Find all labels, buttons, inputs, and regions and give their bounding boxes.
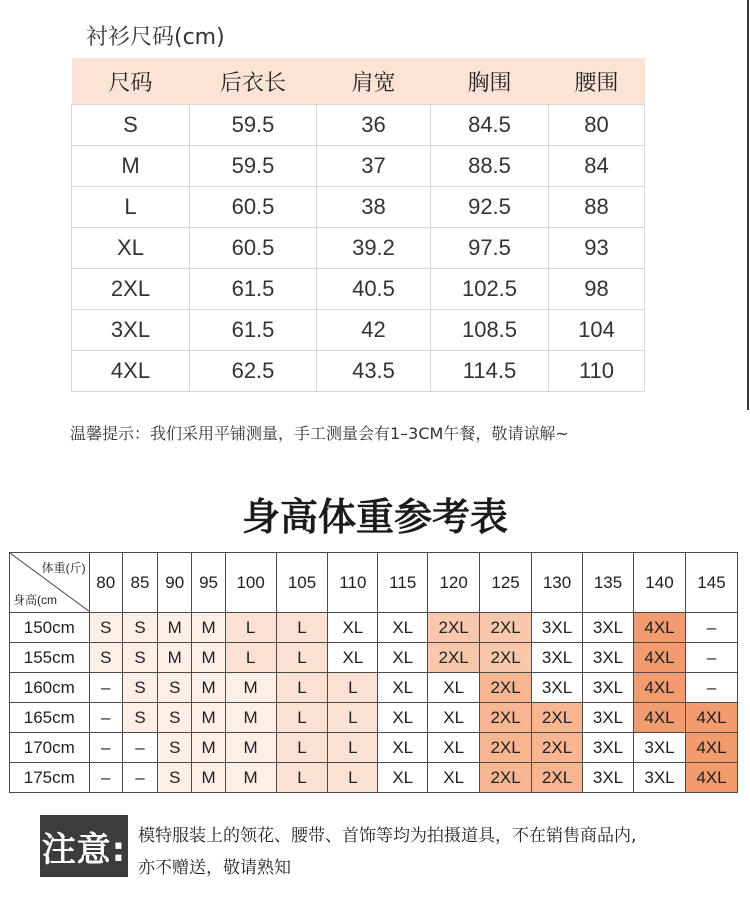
size-cell: 4XL [634, 613, 686, 643]
size-cell: L [276, 703, 328, 733]
size-cell: – [89, 703, 122, 733]
weight-header-cell: 100 [225, 553, 276, 613]
size-cell: – [89, 763, 122, 793]
table-cell: 98 [549, 269, 645, 310]
table-cell: S [72, 105, 190, 146]
size-cell: 4XL [634, 703, 686, 733]
table-cell: 37 [317, 146, 431, 187]
size-cell: – [685, 643, 737, 673]
table-cell: 59.5 [190, 105, 317, 146]
table-cell: 110 [549, 351, 645, 392]
size-cell: S [122, 673, 157, 703]
size-cell: M [192, 673, 225, 703]
size-cell: 3XL [583, 763, 634, 793]
size-cell: M [225, 763, 276, 793]
right-edge-line [747, 0, 749, 410]
table-row [10, 643, 738, 673]
size-cell: 2XL [428, 643, 480, 673]
size-cell: XL [378, 763, 428, 793]
size-cell: XL [378, 643, 428, 673]
size-cell: XL [378, 703, 428, 733]
note-badge: 注意: [40, 815, 128, 877]
shirt-size-table [71, 58, 645, 392]
size-cell: S [89, 613, 122, 643]
size-cell: M [158, 613, 192, 643]
height-label: 155cm [10, 643, 90, 673]
table-cell: 88 [549, 187, 645, 228]
size-cell: 3XL [532, 613, 583, 643]
size-cell: L [276, 763, 328, 793]
size-cell: L [276, 673, 328, 703]
size-cell: – [685, 673, 737, 703]
size-cell: M [192, 733, 225, 763]
size-cell: 2XL [480, 613, 532, 643]
table-row [72, 310, 645, 351]
table-cell: 40.5 [317, 269, 431, 310]
header-size: 尺码 [72, 58, 190, 105]
size-cell: 3XL [583, 733, 634, 763]
weight-header-cell: 110 [328, 553, 378, 613]
table-cell: 61.5 [190, 310, 317, 351]
size-cell: M [225, 673, 276, 703]
size-cell: 2XL [428, 613, 480, 643]
weight-header-cell: 140 [634, 553, 686, 613]
size-cell: 3XL [532, 673, 583, 703]
height-label: 170cm [10, 733, 90, 763]
height-label: 150cm [10, 613, 90, 643]
table-cell: 42 [317, 310, 431, 351]
size-cell: XL [428, 703, 480, 733]
size-cell: 4XL [634, 673, 686, 703]
note-line-1: 模特服装上的领花、腰带、首饰等均为拍摄道具，不在销售商品内, [138, 826, 637, 846]
size-cell: M [158, 643, 192, 673]
size-cell: S [158, 703, 192, 733]
size-cell: S [122, 703, 157, 733]
size-cell: M [192, 703, 225, 733]
size-cell: 2XL [480, 733, 532, 763]
size-cell: L [328, 673, 378, 703]
table-cell: 92.5 [431, 187, 549, 228]
table-cell: 84.5 [431, 105, 549, 146]
size-cell: 2XL [532, 763, 583, 793]
weight-header-row [10, 553, 738, 613]
size-cell: XL [428, 763, 480, 793]
size-cell: – [89, 733, 122, 763]
size-cell: S [158, 733, 192, 763]
size-cell: 3XL [583, 643, 634, 673]
table-row [10, 613, 738, 643]
size-cell: XL [378, 613, 428, 643]
size-cell: – [122, 733, 157, 763]
table-cell: 60.5 [190, 187, 317, 228]
header-back-length: 后衣长 [190, 58, 317, 105]
size-cell: L [276, 733, 328, 763]
weight-header-cell: 120 [428, 553, 480, 613]
corner-weight-label: 体重(斤) [41, 561, 86, 575]
table-cell: 114.5 [431, 351, 549, 392]
weight-header-cell: 90 [158, 553, 192, 613]
corner-cell [10, 553, 90, 613]
table-row [72, 146, 645, 187]
weight-header-cell: 95 [192, 553, 225, 613]
table-cell: 36 [317, 105, 431, 146]
size-cell: M [225, 733, 276, 763]
size-cell: 4XL [634, 643, 686, 673]
height-label: 160cm [10, 673, 90, 703]
table-cell: 4XL [72, 351, 190, 392]
size-cell: – [89, 673, 122, 703]
note-line-2: 亦不赠送，敬请熟知 [138, 858, 291, 878]
size-cell: M [225, 703, 276, 733]
table-cell: 43.5 [317, 351, 431, 392]
table-row [10, 763, 738, 793]
size-cell: XL [428, 733, 480, 763]
weight-header-cell: 125 [480, 553, 532, 613]
size-cell: – [122, 763, 157, 793]
size-cell: 2XL [532, 703, 583, 733]
size-cell: 2XL [480, 673, 532, 703]
size-cell: S [122, 643, 157, 673]
weight-header-cell: 105 [276, 553, 328, 613]
height-label: 175cm [10, 763, 90, 793]
size-cell: S [158, 673, 192, 703]
table-cell: L [72, 187, 190, 228]
size-cell: 3XL [532, 643, 583, 673]
height-weight-body [10, 613, 738, 793]
table-row [10, 673, 738, 703]
size-cell: 3XL [634, 733, 686, 763]
size-cell: M [192, 763, 225, 793]
table-row [72, 269, 645, 310]
size-cell: XL [378, 673, 428, 703]
header-waist: 腰围 [549, 58, 645, 105]
size-cell: 2XL [480, 763, 532, 793]
weight-header-cell: 80 [89, 553, 122, 613]
size-cell: L [328, 703, 378, 733]
table-cell: 62.5 [190, 351, 317, 392]
table-cell: M [72, 146, 190, 187]
note-text [138, 820, 738, 884]
weight-header-cell: 130 [532, 553, 583, 613]
size-cell: 4XL [685, 733, 737, 763]
weight-header-cell: 115 [378, 553, 428, 613]
table-cell: 88.5 [431, 146, 549, 187]
size-cell: – [685, 613, 737, 643]
table-row [72, 228, 645, 269]
table-row [72, 105, 645, 146]
table-row [72, 351, 645, 392]
size-cell: L [328, 733, 378, 763]
size-cell: XL [328, 643, 378, 673]
table-cell: 59.5 [190, 146, 317, 187]
table-cell: 60.5 [190, 228, 317, 269]
table-cell: XL [72, 228, 190, 269]
header-chest: 胸围 [431, 58, 549, 105]
table-cell: 102.5 [431, 269, 549, 310]
measurement-tip: 温馨提示：我们采用平铺测量，手工测量会有1–3CM午餐，敬请谅解~ [70, 424, 569, 443]
height-weight-table [9, 552, 738, 793]
size-cell: 3XL [583, 703, 634, 733]
table-cell: 80 [549, 105, 645, 146]
size-cell: 2XL [532, 733, 583, 763]
size-cell: L [225, 643, 276, 673]
size-cell: 2XL [480, 703, 532, 733]
size-cell: S [122, 613, 157, 643]
size-cell: L [276, 643, 328, 673]
table-cell: 108.5 [431, 310, 549, 351]
table-cell: 38 [317, 187, 431, 228]
size-cell: 4XL [685, 703, 737, 733]
table-cell: 2XL [72, 269, 190, 310]
size-cell: 3XL [583, 613, 634, 643]
size-cell: XL [328, 613, 378, 643]
reference-title: 身高体重参考表 [241, 495, 508, 539]
size-cell: 4XL [685, 763, 737, 793]
table-cell: 84 [549, 146, 645, 187]
weight-header-cell: 145 [685, 553, 737, 613]
shirt-size-body [72, 105, 645, 392]
size-cell: M [192, 613, 225, 643]
table-cell: 97.5 [431, 228, 549, 269]
weight-header-cell: 135 [583, 553, 634, 613]
table-cell: 93 [549, 228, 645, 269]
shirt-size-title: 衬衫尺码(cm) [86, 25, 225, 50]
size-cell: L [328, 763, 378, 793]
table-cell: 3XL [72, 310, 190, 351]
size-cell: M [192, 643, 225, 673]
table-row [10, 703, 738, 733]
size-cell: 3XL [634, 763, 686, 793]
corner-height-label: 身高(cm [13, 593, 57, 607]
size-cell: XL [378, 733, 428, 763]
table-cell: 61.5 [190, 269, 317, 310]
weight-header-cell: 85 [122, 553, 157, 613]
size-cell: 2XL [480, 643, 532, 673]
table-row [72, 187, 645, 228]
size-cell: S [158, 763, 192, 793]
table-row [10, 733, 738, 763]
header-shoulder-width: 肩宽 [317, 58, 431, 105]
size-cell: 3XL [583, 673, 634, 703]
size-cell: XL [428, 673, 480, 703]
table-cell: 104 [549, 310, 645, 351]
size-cell: L [225, 613, 276, 643]
height-label: 165cm [10, 703, 90, 733]
shirt-size-header-row [72, 58, 645, 105]
size-cell: L [276, 613, 328, 643]
table-cell: 39.2 [317, 228, 431, 269]
size-cell: S [89, 643, 122, 673]
